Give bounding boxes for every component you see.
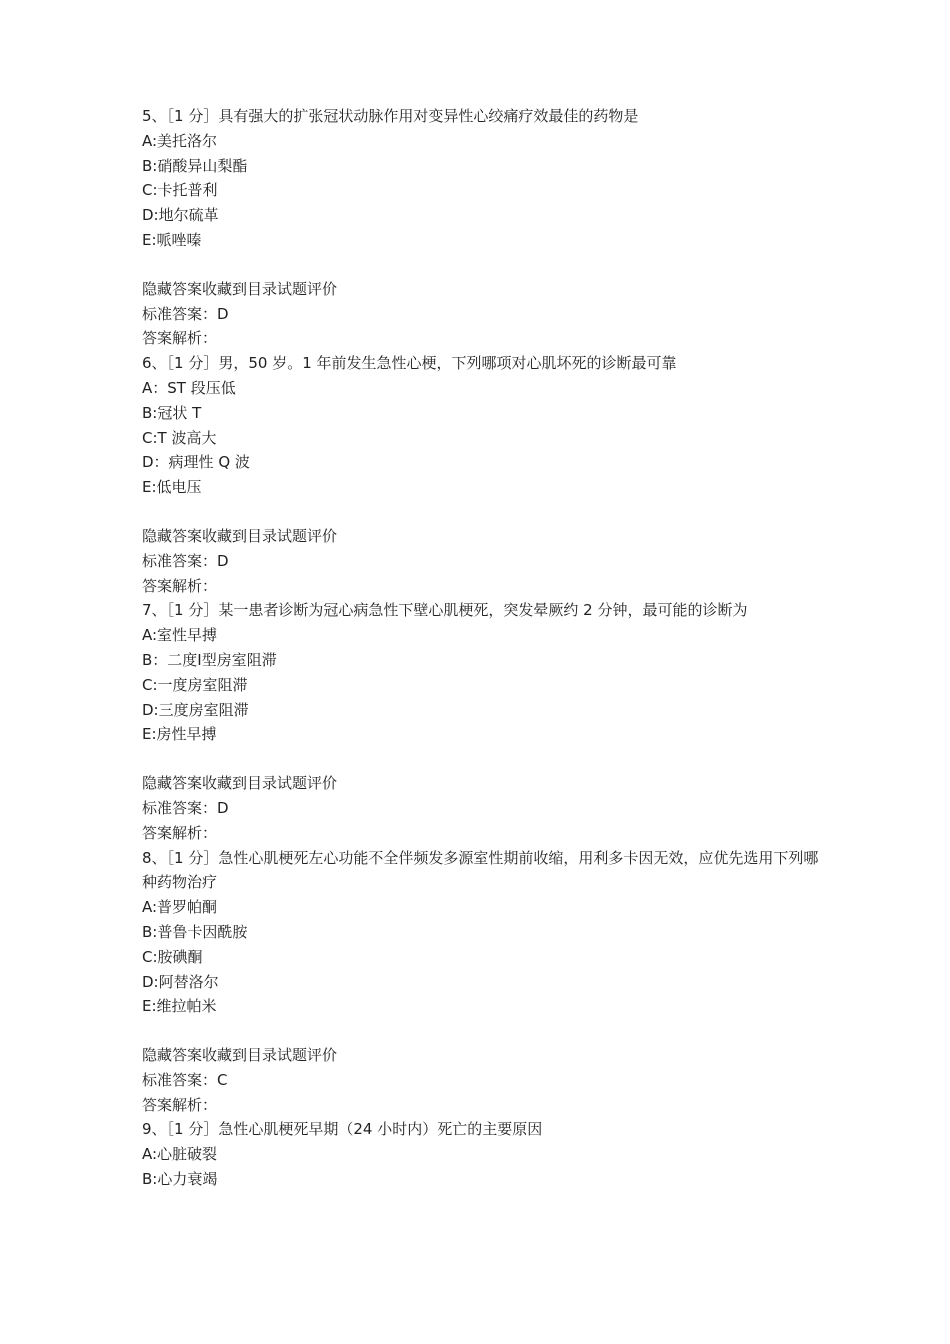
answer-actions: 隐藏答案收藏到目录试题评价 bbox=[142, 279, 338, 298]
question-7 bbox=[142, 598, 822, 845]
spacer bbox=[142, 747, 822, 771]
answer-analysis: 答案解析： bbox=[142, 1095, 218, 1114]
question-8 bbox=[142, 846, 822, 1118]
option-c: C:胺碘酮 bbox=[142, 947, 203, 966]
answer-actions: 隐藏答案收藏到目录试题评价 bbox=[142, 774, 338, 793]
standard-answer: 标准答案：D bbox=[142, 798, 229, 817]
question-title: 9、［1 分］急性心肌梗死早期（24 小时内）死亡的主要原因 bbox=[142, 1120, 543, 1139]
option-a: A:美托洛尔 bbox=[142, 131, 218, 150]
option-c: C:一度房室阻滞 bbox=[142, 675, 248, 694]
option-d: D:地尔硫革 bbox=[142, 206, 219, 225]
spacer bbox=[142, 253, 822, 277]
question-title: 5、［1 分］具有强大的扩张冠状动脉作用对变异性心绞痛疗效最佳的药物是 bbox=[142, 107, 639, 125]
question-title: 6、［1 分］男，50 岁。1 年前发生急性心梗，下列哪项对心肌坏死的诊断最可靠 bbox=[142, 354, 677, 373]
option-d: D:阿替洛尔 bbox=[142, 972, 219, 991]
option-e: E:低电压 bbox=[142, 478, 202, 497]
question-6 bbox=[142, 351, 822, 598]
option-c: C:T 波高大 bbox=[142, 428, 217, 447]
option-b: B：二度Ⅰ型房室阻滞 bbox=[142, 650, 277, 669]
option-e: E:哌唑嗪 bbox=[142, 230, 202, 249]
question-9 bbox=[142, 1117, 822, 1191]
answer-actions: 隐藏答案收藏到目录试题评价 bbox=[142, 1046, 338, 1065]
answer-analysis: 答案解析： bbox=[142, 576, 218, 595]
question-title: 7、［1 分］某一患者诊断为冠心病急性下壁心肌梗死，突发晕厥约 2 分钟，最可能的诊断为 bbox=[142, 601, 748, 620]
option-d: D:三度房室阻滞 bbox=[142, 700, 249, 719]
document-page bbox=[142, 104, 822, 1192]
standard-answer: 标准答案：D bbox=[142, 551, 229, 570]
standard-answer: 标准答案：C bbox=[142, 1070, 228, 1089]
standard-answer: 标准答案：D bbox=[142, 304, 229, 323]
option-a: A：ST 段压低 bbox=[142, 378, 236, 397]
option-a: A:心脏破裂 bbox=[142, 1145, 218, 1164]
spacer bbox=[142, 1019, 822, 1043]
question-title: 8、［1 分］急性心肌梗死左心功能不全伴频发多源室性期前收缩，用利多卡因无效，应优先选用下列哪种药物治疗 bbox=[142, 848, 819, 892]
answer-analysis: 答案解析： bbox=[142, 823, 218, 842]
option-b: B:心力衰竭 bbox=[142, 1170, 218, 1189]
option-e: E:房性早搏 bbox=[142, 725, 217, 744]
question-5 bbox=[142, 104, 822, 351]
spacer bbox=[142, 500, 822, 524]
option-b: B:冠状 T bbox=[142, 403, 202, 422]
option-a: A:室性早搏 bbox=[142, 626, 218, 645]
option-b: B:普鲁卡因酰胺 bbox=[142, 922, 248, 941]
answer-analysis: 答案解析： bbox=[142, 329, 218, 348]
option-e: E:维拉帕米 bbox=[142, 997, 217, 1016]
option-a: A:普罗帕酮 bbox=[142, 898, 218, 917]
option-b: B:硝酸异山梨酯 bbox=[142, 156, 248, 175]
option-c: C:卡托普利 bbox=[142, 181, 218, 200]
answer-actions: 隐藏答案收藏到目录试题评价 bbox=[142, 526, 338, 545]
option-d: D：病理性 Q 波 bbox=[142, 453, 250, 472]
